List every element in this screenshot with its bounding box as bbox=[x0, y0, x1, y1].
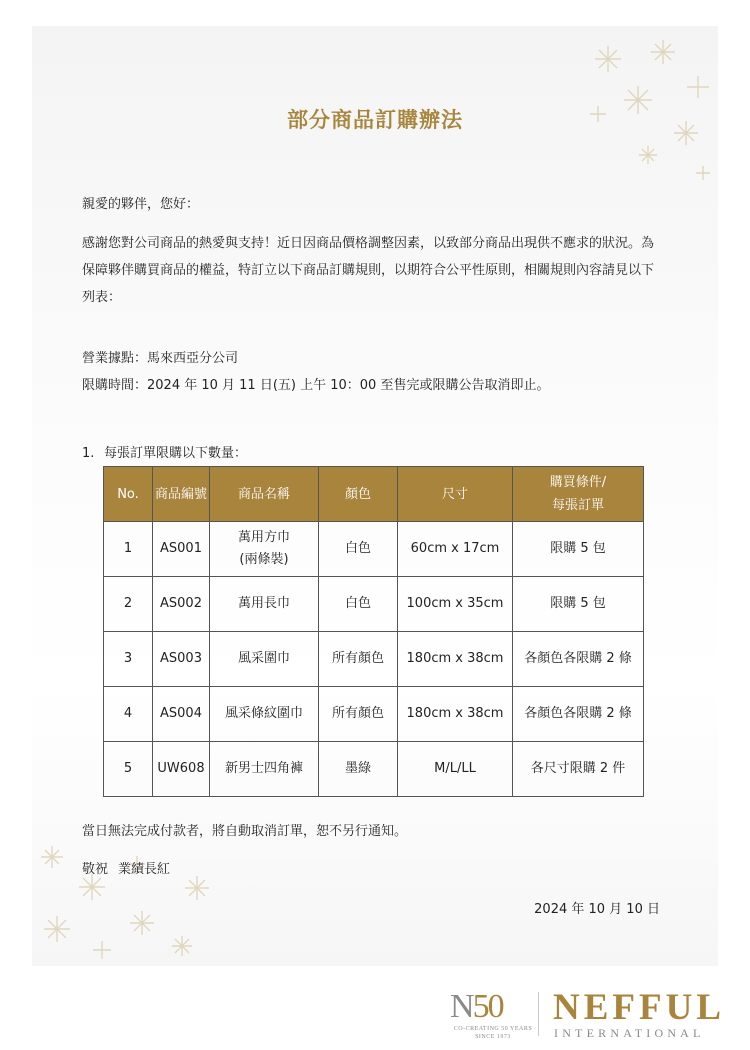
header-color: 顏色 bbox=[319, 467, 398, 522]
period-line: 限購時間：2024 年 10 月 11 日(五) 上午 10：00 至售完或限購公告取消即止。 bbox=[82, 378, 550, 393]
n50-tagline bbox=[452, 1025, 534, 1041]
header-code: 商品編號 bbox=[153, 467, 210, 522]
cell-color: 白色 bbox=[319, 522, 398, 577]
cell-no: 4 bbox=[104, 687, 153, 742]
table-row bbox=[104, 522, 644, 577]
cell-size: 100cm x 35cm bbox=[398, 577, 513, 632]
greeting: 親愛的夥伴，您好： bbox=[82, 197, 200, 212]
table-row bbox=[104, 632, 644, 687]
cell-condition: 各尺寸限購 2 件 bbox=[513, 742, 644, 797]
n50-tagline-2: SINCE 1973 bbox=[475, 1034, 511, 1040]
purchase-limit-table bbox=[103, 466, 644, 797]
closing-line bbox=[82, 856, 170, 883]
cell-code: AS004 bbox=[153, 687, 210, 742]
header-condition-line1: 購買條件/ bbox=[549, 475, 607, 490]
header-condition-line2: 每張訂單 bbox=[551, 498, 604, 513]
cell-condition: 限購 5 包 bbox=[513, 577, 644, 632]
closing-wish: 業績長紅 bbox=[118, 862, 171, 877]
cell-color: 所有顏色 bbox=[319, 632, 398, 687]
n50-logo bbox=[450, 988, 503, 1026]
n50-letter: N bbox=[450, 988, 473, 1025]
cell-condition: 各顏色各限購 2 條 bbox=[513, 687, 644, 742]
cell-no: 2 bbox=[104, 577, 153, 632]
cell-color: 所有顏色 bbox=[319, 687, 398, 742]
issue-date: 2024 年 10 月 10 日 bbox=[534, 902, 660, 917]
cell-no: 3 bbox=[104, 632, 153, 687]
cell-color: 墨綠 bbox=[319, 742, 398, 797]
cell-code: AS001 bbox=[153, 522, 210, 577]
table-row bbox=[104, 742, 644, 797]
cell-no: 1 bbox=[104, 522, 153, 577]
cell-name: 萬用長巾 bbox=[210, 577, 319, 632]
cell-code: AS003 bbox=[153, 632, 210, 687]
header-name: 商品名稱 bbox=[210, 467, 319, 522]
notice-sheet bbox=[32, 26, 718, 966]
table-row bbox=[104, 577, 644, 632]
cell-name-line1: 萬用方巾 bbox=[237, 530, 290, 545]
cell-name: 風采條紋圍巾 bbox=[210, 687, 319, 742]
intro-paragraph: 感謝您對公司商品的熱愛與支持！近日因商品價格調整因素，以致部分商品出現供不應求的狀況。為保障夥伴購買商品的權益，特訂立以下商品訂購規則，以期符合公平性原則，相關規則內容請見以下列表： bbox=[82, 236, 655, 305]
nefful-subtitle: INTERNATIONAL bbox=[554, 1026, 705, 1040]
item-number: 1. bbox=[82, 446, 95, 461]
cell-condition: 限購 5 包 bbox=[513, 522, 644, 577]
header-condition bbox=[513, 467, 644, 522]
header-no: No. bbox=[104, 467, 153, 522]
branch-line: 營業據點：馬來西亞分公司 bbox=[82, 351, 239, 366]
cell-code: AS002 bbox=[153, 577, 210, 632]
cell-name: 新男士四角褲 bbox=[210, 742, 319, 797]
cell-name: 風采圍巾 bbox=[210, 632, 319, 687]
cell-size: 180cm x 38cm bbox=[398, 687, 513, 742]
n50-number: 50 bbox=[472, 988, 503, 1025]
table-row bbox=[104, 687, 644, 742]
page-title: 部分商品訂購辦法 bbox=[287, 108, 463, 132]
cell-size: 60cm x 17cm bbox=[398, 522, 513, 577]
table-header-row bbox=[104, 467, 644, 522]
cell-color: 白色 bbox=[319, 577, 398, 632]
logo-divider bbox=[538, 992, 539, 1036]
closing-salutation: 敬祝 bbox=[82, 862, 109, 877]
cell-size: M/L/LL bbox=[398, 742, 513, 797]
cell-condition: 各顏色各限購 2 條 bbox=[513, 632, 644, 687]
cell-no: 5 bbox=[104, 742, 153, 797]
item-label: 每張訂單限購以下數量： bbox=[104, 446, 248, 461]
nefful-logo: NEFFUL bbox=[553, 987, 725, 1028]
n50-tagline-1: CO-CREATING 50 YEARS bbox=[453, 1026, 533, 1032]
cell-size: 180cm x 38cm bbox=[398, 632, 513, 687]
brand-footer bbox=[450, 987, 725, 1044]
header-size: 尺寸 bbox=[398, 467, 513, 522]
payment-notice: 當日無法完成付款者，將自動取消訂單，恕不另行通知。 bbox=[82, 824, 408, 839]
cell-name bbox=[210, 522, 319, 577]
item-heading bbox=[82, 440, 247, 467]
cell-name-line2: (兩條裝) bbox=[239, 552, 289, 567]
cell-code: UW608 bbox=[153, 742, 210, 797]
